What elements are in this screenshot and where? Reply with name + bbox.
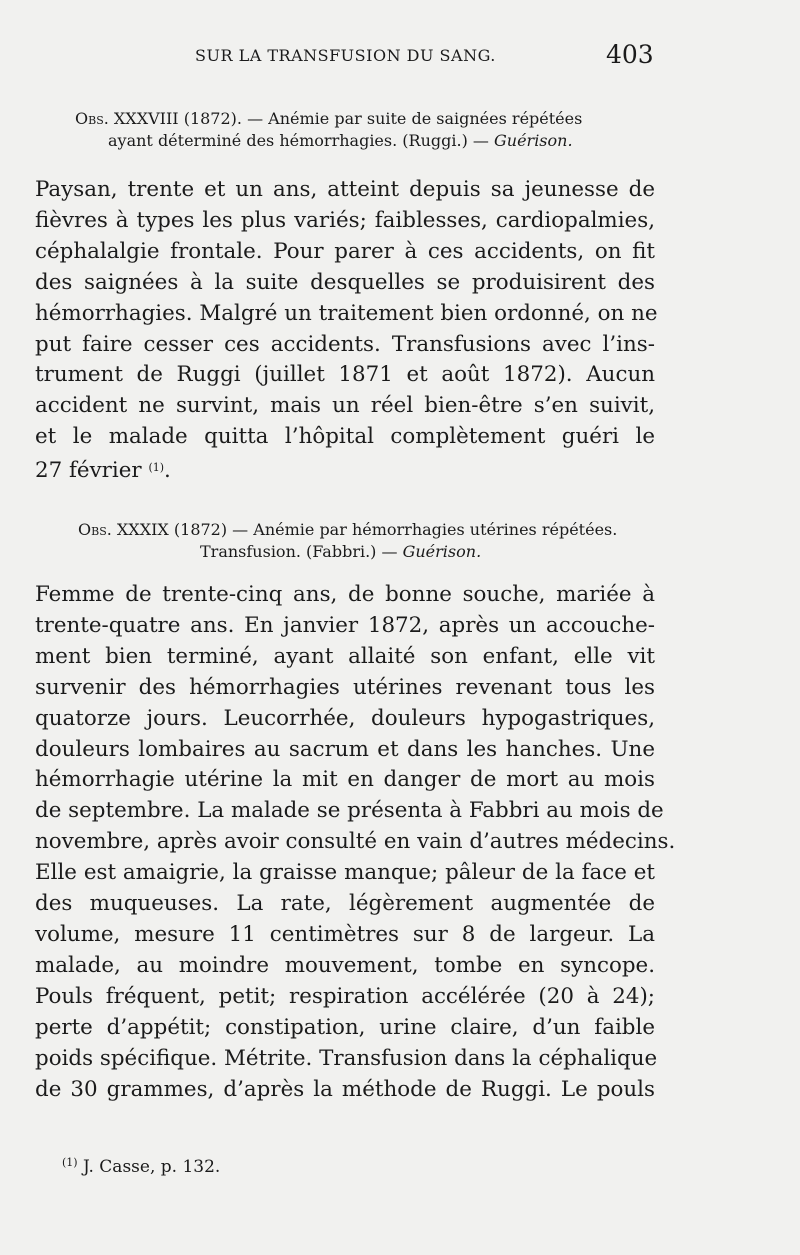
footnote-marker: (1) [62, 1156, 78, 1169]
page-header [0, 40, 800, 70]
obs-heading-line-1 [78, 519, 718, 541]
obs-label: Obs. XXXVIII [75, 109, 179, 128]
text-line: survenir des hémorrhagies utérines revenant tous les [35, 674, 655, 700]
text-line: des saignées à la suite desquelles se produisirent des [35, 269, 655, 295]
page-number: 403 [606, 40, 654, 69]
text-line: Paysan, trente et un ans, atteint depuis sa jeunesse de [35, 177, 655, 202]
observation-heading-38 [75, 108, 725, 152]
obs-heading-text: (1872) — Anémie par hémorrhagies utérines répétées. [173, 520, 618, 539]
obs-heading-text-2: ayant déterminé des hémorrhagies. (Ruggi.) — [108, 131, 489, 150]
footnote-text: J. Casse, p. 132. [83, 1157, 221, 1177]
text-line-last [35, 453, 655, 487]
obs-result: Guérison. [493, 131, 573, 150]
text-line: douleurs lombaires au sacrum et dans les hanches. Une [35, 736, 655, 762]
paragraph-obs-39 [35, 580, 676, 1105]
text-line: quatorze jours. Leucorrhée, douleurs hypogastriques, [35, 705, 655, 731]
obs-heading-text-2: Transfusion. (Fabbri.) — [200, 542, 398, 561]
footnote-ref: (1) [148, 461, 165, 475]
text-line: de 30 grammes, d’après la méthode de Ruggi. Le pouls [35, 1076, 655, 1102]
sentence-end: . [164, 458, 171, 484]
text-line: hémorrhagie utérine la mit en danger de mort au mois [35, 767, 655, 793]
text-line: des muqueuses. La rate, légèrement augmentée de [35, 891, 655, 917]
obs-heading-line-2 [75, 130, 725, 152]
observation-heading-39 [78, 519, 718, 563]
text-line: Femme de trente-cinq ans, de bonne souche, mariée à [35, 582, 655, 607]
obs-result: Guérison. [402, 542, 482, 561]
text-line: Elle est amaigrie, la graisse manque; pâleur de la face et [35, 860, 655, 886]
obs-heading-line-2 [78, 541, 718, 563]
text-line-content: 27 février [35, 458, 142, 484]
text-line: et le malade quitta l’hôpital complètement guéri le [35, 424, 655, 450]
text-line: trente-quatre ans. En janvier 1872, après un accouche- [35, 612, 655, 638]
text-line: hémorrhagies. Malgré un traitement bien ordonné, on ne [35, 300, 658, 326]
text-line: Pouls fréquent, petit; respiration accélérée (20 à 24); [35, 983, 655, 1009]
text-line: perte d’appétit; constipation, urine claire, d’un faible [35, 1014, 655, 1040]
paragraph-obs-38 [35, 175, 658, 487]
text-line: accident ne survint, mais un réel bien-être s’en suivit, [35, 393, 655, 419]
text-line: fièvres à types les plus variés; faiblesses, cardiopalmies, [35, 207, 655, 233]
text-line: novembre, après avoir consulté en vain d’autres médecins. [35, 829, 676, 855]
text-line: malade, au moindre mouvement, tombe en syncope. [35, 952, 655, 978]
text-line: volume, mesure 11 centimètres sur 8 de largeur. La [35, 921, 655, 947]
text-line: put faire cesser ces accidents. Transfusions avec l’ins- [35, 331, 655, 357]
text-line: de septembre. La malade se présenta à Fabbri au mois de [35, 798, 664, 824]
text-line: poids spécifique. Métrite. Transfusion dans la céphalique [35, 1045, 658, 1071]
obs-heading-line-1 [75, 108, 725, 130]
text-line: ment bien terminé, ayant allaité son enfant, elle vit [35, 643, 655, 669]
obs-heading-text: (1872). — Anémie par suite de saignées répétées [183, 109, 583, 128]
text-line: céphalalgie frontale. Pour parer à ces accidents, on fit [35, 238, 655, 264]
footnote [62, 1156, 220, 1177]
text-line: trument de Ruggi (juillet 1871 et août 1872). Aucun [35, 362, 655, 388]
obs-label: Obs. XXXIX [78, 520, 169, 539]
running-title: SUR LA TRANSFUSION DU SANG. [195, 46, 496, 65]
